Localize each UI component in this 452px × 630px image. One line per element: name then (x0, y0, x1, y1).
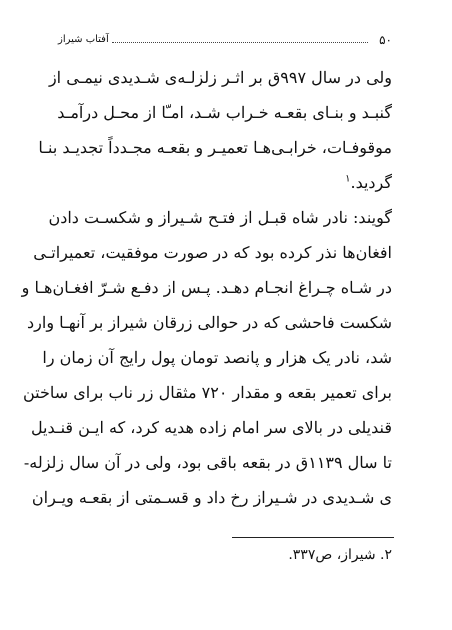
header-dotted-rule (112, 42, 368, 43)
text-line: ی شـدیدی در شـیراز رخ داد و قسـمتی از بقعـه ویـران (31, 488, 392, 507)
text-line: در شـاه چـراغ انجـام دهـد. پـس از دفـع شـرّ افغـان‌هـا و (21, 278, 392, 297)
page-header (58, 32, 392, 54)
text-line: ولی در سال ۹۹۷ق بر اثـر زلزلـه‌ی شـدیدی نیمـی از (48, 68, 392, 87)
text-line: گردید. (350, 173, 392, 192)
footnote-reference-mark: ۱ (345, 173, 351, 185)
page-number: ۵۰ (379, 33, 392, 47)
text-line: شکست فاحشی که در حوالی زرقان شیراز بر آنهـا وارد (27, 313, 392, 332)
footnote-separator (232, 537, 394, 538)
running-title: آفتاب شیراز (58, 34, 109, 45)
text-line: قندیلی در بالای سر امام زاده هدیه کرد، که ایـن قنـدیل (30, 418, 392, 437)
footnote: ۲. شیراز، ص۳۳۷. (288, 547, 392, 563)
text-line-with-footnote (58, 165, 392, 200)
text-line: تا سال ۱۱۳۹ق در بقعه باقی بود، ولی در آن سال زلزله- (23, 453, 392, 472)
text-line: موقوفـات، خرابـی‌هـا تعمیـر و بقعـه مجـدداً تجدیـد بنـا (38, 138, 392, 157)
text-line: برای تعمیر بقعه و مقدار ۷۲۰ مثقال زر ناب برای ساختن (22, 383, 392, 402)
text-line: گنبـد و بنـای بقعـه خـراب شـد، امـّا از محـل درآمـد (57, 103, 392, 122)
text-line: شد، نادر یک هزار و پانصد تومان پول رایج آن زمان را (42, 348, 392, 367)
body-text (21, 60, 392, 515)
text-line: گویند: نادر شاه قبـل از فتـح شـیراز و شکسـت دادن (48, 208, 392, 227)
text-line: افغان‌ها نذر کرده بود که در صورت موفقیت، تعمیراتـی (33, 243, 392, 262)
